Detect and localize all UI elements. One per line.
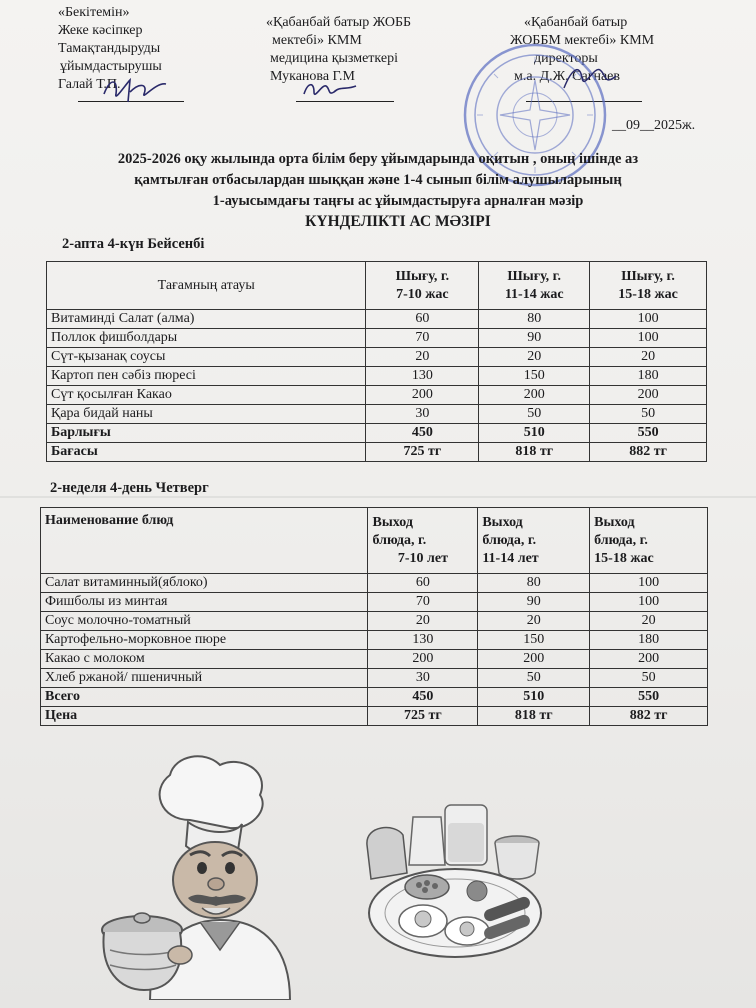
table-row — [47, 386, 707, 405]
portion-7-10: 60 — [366, 310, 479, 329]
menu-table-kaz — [46, 261, 707, 462]
dish-name: Қара бидай наны — [47, 405, 366, 424]
column-header: Выход блюда, г. 7-10 лет — [368, 508, 478, 574]
portion-7-10: 200 — [366, 386, 479, 405]
approval-right-line: м.а. Д.Ж. Сагнаев — [514, 69, 620, 84]
rus-subtitle: 2-неделя 4-день Четверг — [50, 480, 209, 496]
portion-7-10: 20 — [368, 612, 478, 631]
title-line-1: 2025-2026 оқу жылында орта білім беру ұйымдарында оқитын , оның ішінде аз — [117, 151, 639, 167]
menu-table-rus — [40, 507, 708, 726]
total-11-14: 510 — [478, 688, 590, 707]
total-11-14: 510 — [479, 424, 590, 443]
portion-15-18: 100 — [590, 574, 708, 593]
signature-right — [560, 58, 620, 98]
portion-11-14: 150 — [479, 367, 590, 386]
title-line-3: 1-ауысымдағы таңғы ас ұйымдастыруға арналған мәзір — [212, 193, 584, 209]
title-line-2: қамтылған отбасылардан шыққан және 1-4 сынып білім алушыларының — [134, 172, 622, 188]
portion-11-14: 150 — [478, 631, 590, 650]
price-11-14: 818 тг — [478, 707, 590, 726]
price-7-10: 725 тг — [366, 443, 479, 462]
portion-11-14: 50 — [479, 405, 590, 424]
portion-11-14: 20 — [479, 348, 590, 367]
approval-middle-line: «Қабанбай батыр ЖОББ — [266, 15, 412, 30]
dish-name: Картоп пен сәбіз пюресі — [47, 367, 366, 386]
breakfast-illustration — [355, 795, 545, 965]
dish-name: Хлеб ржаной/ пшеничный — [41, 669, 368, 688]
approval-right-line: «Қабанбай батыр — [524, 15, 628, 30]
table-row — [47, 348, 707, 367]
table-row — [41, 593, 708, 612]
signature-middle — [300, 76, 360, 104]
price-7-10: 725 тг — [368, 707, 478, 726]
approval-left-line: ұйымдастырушы — [60, 59, 162, 74]
total-7-10: 450 — [368, 688, 478, 707]
approval-middle-line: мектебі» КММ — [272, 33, 362, 48]
portion-15-18: 100 — [590, 310, 707, 329]
price-row — [47, 443, 707, 462]
title-line-4: КҮНДЕЛІКТІ АС МӘЗІРІ — [305, 213, 491, 230]
column-header: Шығу, г. 11-14 жас — [479, 262, 590, 310]
portion-15-18: 200 — [590, 386, 707, 405]
portion-11-14: 80 — [478, 574, 590, 593]
total-label: Барлығы — [47, 424, 366, 443]
portion-7-10: 20 — [366, 348, 479, 367]
portion-15-18: 100 — [590, 329, 707, 348]
dish-name: Поллок фишболдары — [47, 329, 366, 348]
table-row — [47, 310, 707, 329]
portion-15-18: 50 — [590, 405, 707, 424]
dish-name: Какао с молоком — [41, 650, 368, 669]
portion-7-10: 200 — [368, 650, 478, 669]
table-row — [47, 405, 707, 424]
portion-7-10: 130 — [368, 631, 478, 650]
column-header: Шығу, г. 7-10 жас — [366, 262, 479, 310]
dish-name: Сүт қосылған Какао — [47, 386, 366, 405]
table-header-row — [47, 262, 707, 310]
portion-15-18: 100 — [590, 593, 708, 612]
price-15-18: 882 тг — [590, 707, 708, 726]
portion-15-18: 200 — [590, 650, 708, 669]
portion-7-10: 70 — [368, 593, 478, 612]
total-7-10: 450 — [366, 424, 479, 443]
approval-right-line: ЖОББМ мектебі» КММ — [510, 33, 655, 48]
portion-11-14: 200 — [479, 386, 590, 405]
price-row — [41, 707, 708, 726]
price-11-14: 818 тг — [479, 443, 590, 462]
dish-name: Витаминді Салат (алма) — [47, 310, 366, 329]
portion-11-14: 50 — [478, 669, 590, 688]
portion-15-18: 180 — [590, 367, 707, 386]
table-header-row — [41, 508, 708, 574]
table-row — [47, 329, 707, 348]
total-15-18: 550 — [590, 688, 708, 707]
column-header: Выход блюда, г. 15-18 жас — [590, 508, 708, 574]
column-header: Наименование блюд — [41, 508, 368, 574]
approval-left-line: Жеке кәсіпкер — [58, 23, 143, 38]
total-label: Всего — [41, 688, 368, 707]
total-row — [47, 424, 707, 443]
approval-left-line: Галай Т.П. — [58, 77, 121, 92]
portion-7-10: 30 — [366, 405, 479, 424]
table-row — [47, 367, 707, 386]
approval-date: __09__2025ж. — [612, 118, 696, 133]
price-label: Бағасы — [47, 443, 366, 462]
portion-7-10: 70 — [366, 329, 479, 348]
dish-name: Соус молочно-томатный — [41, 612, 368, 631]
total-15-18: 550 — [590, 424, 707, 443]
dish-name: Фишболы из минтая — [41, 593, 368, 612]
approval-middle-line: медицина қызметкері — [270, 51, 398, 66]
price-label: Цена — [41, 707, 368, 726]
table-row — [41, 669, 708, 688]
portion-15-18: 180 — [590, 631, 708, 650]
portion-11-14: 90 — [478, 593, 590, 612]
portion-7-10: 60 — [368, 574, 478, 593]
dish-name: Сүт-қызанақ соусы — [47, 348, 366, 367]
approval-middle-line: Муканова Г.М — [270, 69, 355, 84]
table-row — [41, 631, 708, 650]
portion-11-14: 90 — [479, 329, 590, 348]
portion-7-10: 130 — [366, 367, 479, 386]
table-row — [41, 650, 708, 669]
total-row — [41, 688, 708, 707]
column-header: Выход блюда, г. 11-14 лет — [478, 508, 590, 574]
column-header: Шығу, г. 15-18 жас — [590, 262, 707, 310]
dish-name: Картофельно-морковное пюре — [41, 631, 368, 650]
portion-11-14: 200 — [478, 650, 590, 669]
approval-right-line: директоры — [534, 51, 598, 66]
dish-name: Салат витаминный(яблоко) — [41, 574, 368, 593]
price-15-18: 882 тг — [590, 443, 707, 462]
chef-illustration — [70, 750, 310, 1000]
approval-left-line: Тамақтандыруды — [58, 41, 161, 56]
signature-left — [100, 72, 170, 106]
kaz-subtitle: 2-апта 4-күн Бейсенбі — [62, 236, 205, 252]
table-row — [41, 574, 708, 593]
portion-7-10: 30 — [368, 669, 478, 688]
portion-15-18: 20 — [590, 348, 707, 367]
portion-15-18: 20 — [590, 612, 708, 631]
table-row — [41, 612, 708, 631]
portion-15-18: 50 — [590, 669, 708, 688]
column-header: Тағамның атауы — [47, 262, 366, 310]
approval-left-line: «Бекітемін» — [58, 5, 130, 20]
portion-11-14: 20 — [478, 612, 590, 631]
portion-11-14: 80 — [479, 310, 590, 329]
